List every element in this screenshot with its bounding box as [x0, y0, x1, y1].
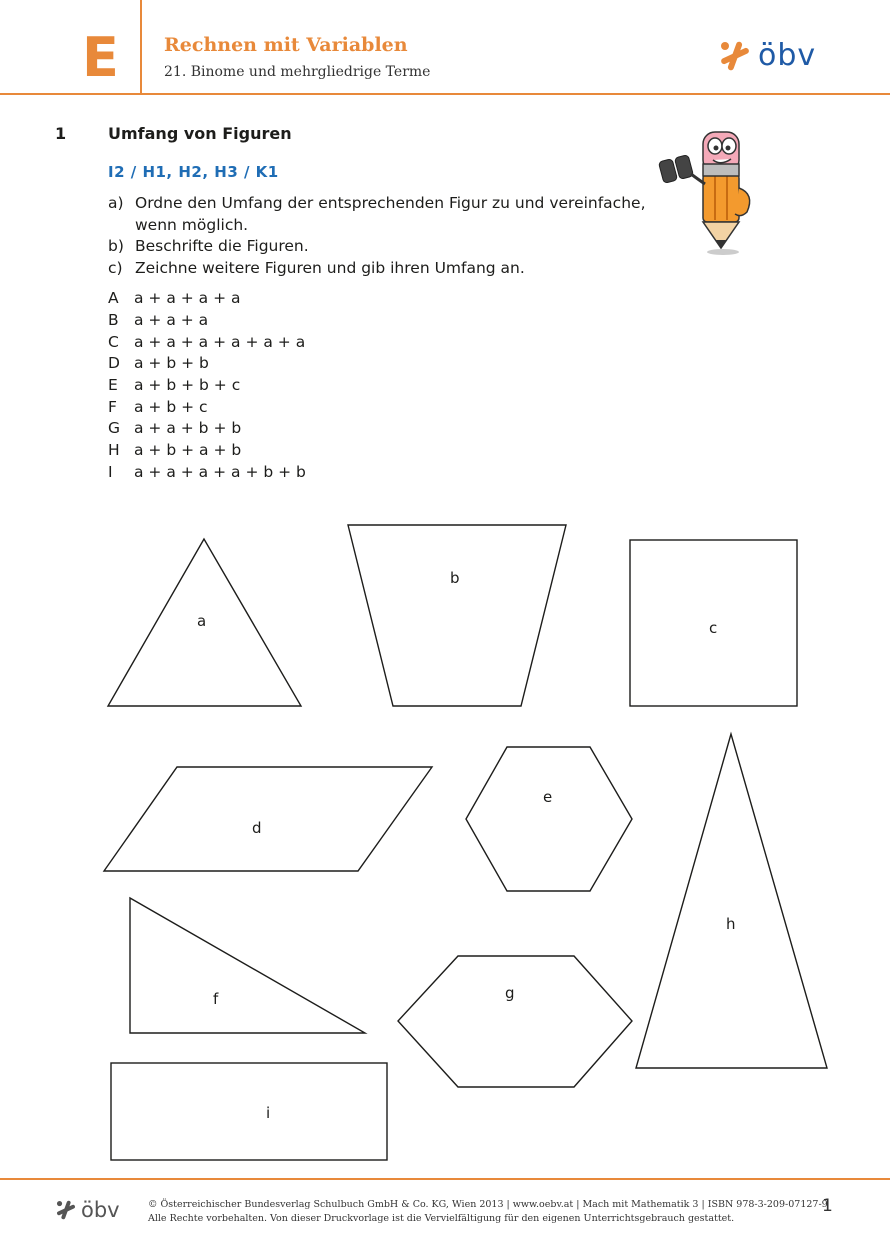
term-expression: a + b + b: [134, 354, 209, 372]
term-row: [108, 417, 241, 439]
task-label: c): [108, 259, 123, 277]
task-text: Ordne den Umfang der entsprechenden Figur zu und vereinfache,: [135, 194, 646, 212]
footer-logo: [55, 1198, 120, 1222]
header-divider-vertical: [140, 0, 142, 95]
term-letter: G: [108, 419, 121, 437]
term-row: [108, 352, 209, 374]
task-label: b): [108, 237, 124, 255]
figure-g-hexagon: [398, 956, 632, 1087]
term-expression: a + b + c: [134, 398, 208, 416]
task-label: a): [108, 194, 124, 212]
task-text: Beschrifte die Figuren.: [135, 237, 309, 255]
figure-d-parallelogram: [104, 767, 432, 871]
term-row: [108, 374, 240, 396]
term-expression: a + b + b + c: [134, 376, 241, 394]
figure-h-triangle: [636, 734, 827, 1068]
term-letter: F: [108, 398, 117, 416]
figure-label: e: [543, 788, 553, 806]
term-letter: A: [108, 289, 119, 307]
figure-label: c: [709, 619, 718, 637]
task-a: [108, 192, 646, 236]
figure-label: f: [213, 990, 219, 1008]
figure-label: g: [505, 984, 515, 1002]
figure-b-trapezoid: [348, 525, 566, 706]
copyright-notice: [148, 1198, 828, 1225]
term-row: [108, 331, 305, 353]
term-letter: I: [108, 463, 113, 481]
page-subtitle: 21. Binome und mehrgliedrige Terme: [164, 64, 431, 80]
term-letter: E: [108, 376, 118, 394]
exercise-number: 1: [55, 124, 67, 143]
term-expression: a + a + a + a: [134, 289, 241, 307]
term-row: [108, 396, 208, 418]
term-expression: a + b + a + b: [134, 441, 242, 459]
figure-e-hexagon: [466, 747, 632, 891]
term-expression: a + a + a + a + b + b: [134, 463, 306, 481]
star-logo-icon: [718, 39, 752, 73]
figure-label: d: [252, 819, 262, 837]
term-letter: C: [108, 333, 119, 351]
page-title: Rechnen mit Variablen: [164, 34, 408, 56]
task-c: [108, 257, 525, 279]
term-letter: B: [108, 311, 119, 329]
term-expression: a + a + a + a + a + a: [134, 333, 306, 351]
term-row: [108, 309, 208, 331]
competency-codes: I2 / H1, H2, H3 / K1: [108, 163, 279, 181]
task-b: [108, 235, 309, 257]
publisher-logo: [718, 38, 816, 73]
figure-label: b: [450, 569, 460, 587]
task-text-continued: wenn möglich.: [135, 216, 249, 234]
figures-canvas: [0, 500, 890, 1180]
star-logo-icon: [55, 1199, 77, 1221]
term-expression: a + a + b + b: [134, 419, 242, 437]
figure-i-rectangle: [111, 1063, 387, 1160]
logo-text: öbv: [758, 38, 817, 73]
term-letter: D: [108, 354, 120, 372]
figure-label: i: [266, 1104, 271, 1122]
figure-f-right-triangle: [130, 898, 365, 1033]
footer-logo-text: öbv: [81, 1198, 120, 1222]
footer-divider: [0, 1178, 890, 1180]
figure-label: h: [726, 915, 736, 933]
header-divider: [0, 93, 890, 95]
term-row: [108, 461, 306, 483]
page-number: 1: [822, 1196, 833, 1216]
term-expression: a + a + a: [134, 311, 209, 329]
term-row: [108, 287, 241, 309]
copyright-line: © Österreichischer Bundesverlag Schulbuch GmbH & Co. KG, Wien 2013 | www.oebv.at | Mach mit Mathematik 3 | ISBN 978-3-209-07127-9: [148, 1199, 828, 1210]
pencil-mascot-illustration: [655, 124, 765, 256]
chapter-letter: E: [82, 26, 119, 89]
task-text: Zeichne weitere Figuren und gib ihren Umfang an.: [135, 259, 525, 277]
exercise-title: Umfang von Figuren: [108, 124, 292, 143]
term-letter: H: [108, 441, 120, 459]
term-row: [108, 439, 241, 461]
figure-label: a: [197, 612, 207, 630]
rights-line: Alle Rechte vorbehalten. Von dieser Druckvorlage ist die Vervielfältigung für den eigenen Unterrichtsgebrauch gestattet.: [148, 1212, 735, 1224]
